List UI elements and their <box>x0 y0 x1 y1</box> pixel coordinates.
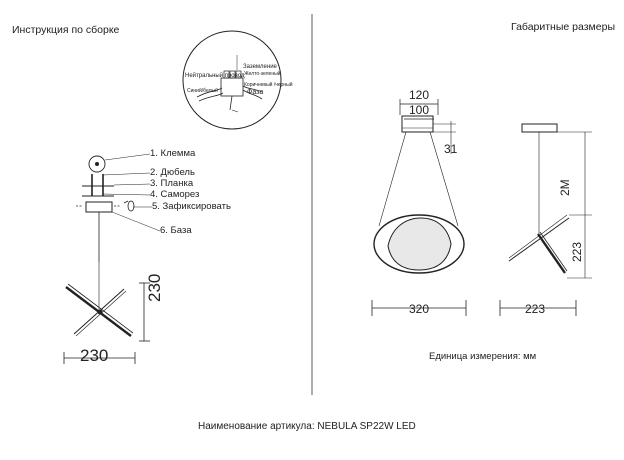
callout-4: 4. Саморез <box>150 189 200 200</box>
inset-ground-color: Желто-зеленый <box>244 71 281 77</box>
dim-front-width: 320 <box>409 302 430 316</box>
front-view-drawing <box>372 99 466 316</box>
units-note: Единица измерения: мм <box>429 351 537 362</box>
dim-canopy-inner: 100 <box>409 103 430 117</box>
article-name: Наименование артикула: NEBULA SP22W LED <box>198 421 416 432</box>
assembly-title: Инструкция по сборке <box>12 24 120 36</box>
dimensions-title: Габаритные размеры <box>511 21 615 33</box>
inset-phase-label: Фаза <box>247 89 264 96</box>
dim-width-230: 230 <box>80 346 109 365</box>
dim-side-width: 223 <box>525 302 546 316</box>
inset-neutral-color: Синий/белый <box>187 88 218 94</box>
callout-2: 2. Дюбель <box>150 167 195 178</box>
assembly-drawing <box>64 154 160 364</box>
callout-5: 5. Зафиксировать <box>152 201 231 212</box>
inset-ground-label: Заземление <box>243 64 277 70</box>
wiring-inset <box>183 31 281 129</box>
callout-1: 1. Клемма <box>150 148 196 159</box>
dim-canopy-height: 31 <box>444 142 458 156</box>
side-view-drawing <box>500 124 592 316</box>
callout-6: 6. База <box>160 225 192 236</box>
dim-canopy-outer: 120 <box>409 88 430 102</box>
inset-phase-color: Коричневый /черный <box>244 82 293 88</box>
dim-cable-2m: 2M <box>558 179 572 196</box>
inset-neutral-label: Нейтральный провод <box>185 73 245 79</box>
dim-height-230: 230 <box>145 273 164 302</box>
dim-side-height: 223 <box>570 241 584 262</box>
callout-3: 3. Планка <box>150 178 194 189</box>
